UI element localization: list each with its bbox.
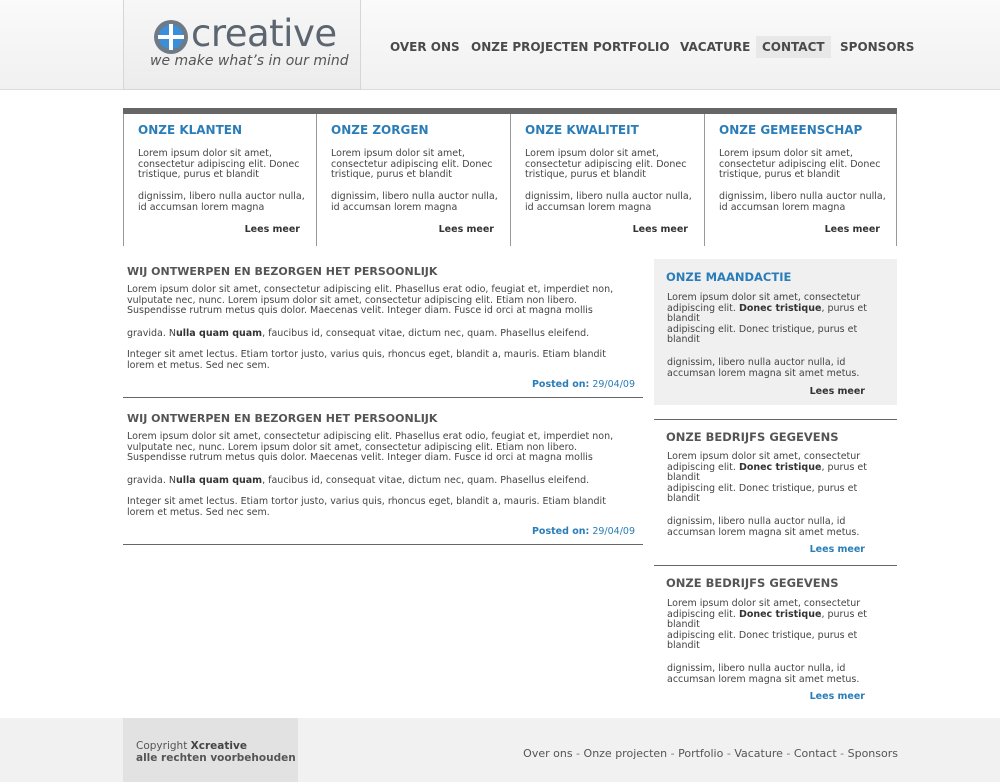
sidebar-title: ONZE MAANDACTIE [666,270,792,284]
nav-vacature[interactable]: VACATURE [680,40,751,54]
article [123,410,643,542]
feature-text: Lorem ipsum dolor sit amet, consectetur adipiscing elit. Donec tristique, purus et blandit [138,148,300,180]
sidebar-text: dignissim, libero nulla auctor nulla, id accumsan lorem magna sit amet metus. [667,357,860,379]
footer-link-portfolio[interactable]: Portfolio [678,747,724,760]
footer [0,718,1000,782]
sidebar-text: Lorem ipsum dolor sit amet, consectetur adipiscing elit. Donec tristique, purus et blandit adipiscing elit. Donec tristique, purus et blandit [667,598,867,652]
nav-contact[interactable]: CONTACT [756,36,831,58]
feature-box-zorgen [317,114,511,246]
article-paragraph: Lorem ipsum dolor sit amet, consectetur adipiscing elit. Phasellus erat odio, feugiat et, imperdiet non, vulputate nec, nunc. Lorem ipsum dolor sit amet, consectetur adipiscing elit. Etiam non libero. Suspendisse rutrum metus quis dolor. Maecenas velit. Integer diam. Fusce id orci at magna mollis [127,431,614,464]
sidebar-text: Lorem ipsum dolor sit amet, consectetur adipiscing elit. Donec tristique, purus et blandit adipiscing elit. Donec tristique, purus et blandit [667,292,867,346]
feature-title: ONZE GEMEENSCHAP [719,123,863,137]
logo-cross-icon [154,20,188,54]
sidebar-box-bedrijfsgegevens-2 [654,566,897,711]
read-more-link[interactable]: Lees meer [824,224,880,235]
feature-box-gemeenschap [705,114,897,246]
article-paragraph: Lorem ipsum dolor sit amet, consectetur adipiscing elit. Phasellus erat odio, feugiat et, imperdiet non, vulputate nec, nunc. Lorem ipsum dolor sit amet, consectetur adipiscing elit. Etiam non libero. Suspendisse rutrum metus quis dolor. Maecenas velit. Integer diam. Fusce id orci at magna mollis [127,284,614,317]
feature-text: Lorem ipsum dolor sit amet, consectetur adipiscing elit. Donec tristique, purus et blandit [331,148,493,180]
sidebar-box-bedrijfsgegevens [654,420,897,565]
footer-copyright [123,718,298,782]
sidebar-title: ONZE BEDRIJFS GEGEVENS [666,576,839,590]
article [123,263,643,395]
article-paragraph: Integer sit amet lectus. Etiam tortor justo, varius quis, rhoncus eget, blandit a, mauris. Etiam blandit lorem et metus. Sed nec sem. [127,349,606,371]
posted-date: Posted on: 29/04/09 [531,379,635,390]
feature-text: dignissim, libero nulla auctor nulla, id accumsan lorem magna [719,191,886,213]
read-more-link[interactable]: Lees meer [438,224,494,235]
feature-text: Lorem ipsum dolor sit amet, consectetur adipiscing elit. Donec tristique, purus et blandit [525,148,687,180]
feature-text: dignissim, libero nulla auctor nulla, id accumsan lorem magna [331,191,498,213]
footer-link-over-ons[interactable]: Over ons [523,747,573,760]
footer-link-sponsors[interactable]: Sponsors [847,747,898,760]
feature-box-klanten [123,114,317,246]
sidebar-box-maandactie [654,259,897,405]
article-divider [123,544,643,545]
article-paragraph: Integer sit amet lectus. Etiam tortor justo, varius quis, rhoncus eget, blandit a, mauris. Etiam blandit lorem et metus. Sed nec sem. [127,496,606,518]
nav-sponsors[interactable]: SPONSORS [840,40,915,54]
nav-portfolio[interactable]: PORTFOLIO [593,40,670,54]
feature-box-kwaliteit [511,114,705,246]
nav-onze-projecten[interactable]: ONZE PROJECTEN [471,40,589,54]
sidebar-text: dignissim, libero nulla auctor nulla, id accumsan lorem magna sit amet metus. [667,663,860,685]
footer-nav: Over ons - Onze projecten - Portfolio - Vacature - Contact - Sponsors [523,747,898,760]
article-paragraph: gravida. Nulla quam quam, faucibus id, consequat vitae, dictum nec, quam. Phasellus eleifend. [127,328,590,339]
read-more-link[interactable]: Lees meer [632,224,688,235]
footer-link-onze-projecten[interactable]: Onze projecten [583,747,668,760]
sidebar-title: ONZE BEDRIJFS GEGEVENS [666,430,839,444]
rights-text: alle rechten voorbehouden [136,752,296,764]
feature-title: ONZE ZORGEN [331,123,429,137]
article-title: WIJ ONTWERPEN EN BEZORGEN HET PERSOONLIJK [127,412,438,425]
footer-link-vacature[interactable]: Vacature [734,747,783,760]
logo[interactable] [123,0,361,90]
sidebar-text: dignissim, libero nulla auctor nulla, id accumsan lorem magna sit amet metus. [667,516,860,538]
read-more-link[interactable]: Lees meer [809,544,865,555]
logo-name: creative [191,12,337,55]
feature-text: dignissim, libero nulla auctor nulla, id accumsan lorem magna [138,191,305,213]
sidebar-text: Lorem ipsum dolor sit amet, consectetur adipiscing elit. Donec tristique, purus et blandit adipiscing elit. Donec tristique, purus et blandit [667,451,867,505]
feature-title: ONZE KLANTEN [138,123,243,137]
article-title: WIJ ONTWERPEN EN BEZORGEN HET PERSOONLIJK [127,265,438,278]
logo-tagline: we make what’s in our mind [150,53,349,69]
read-more-link[interactable]: Lees meer [809,691,865,702]
posted-date: Posted on: 29/04/09 [531,526,635,537]
article-paragraph: gravida. Nulla quam quam, faucibus id, consequat vitae, dictum nec, quam. Phasellus eleifend. [127,475,590,486]
feature-title: ONZE KWALITEIT [525,123,639,137]
nav-over-ons[interactable]: OVER ONS [390,40,460,54]
copyright-text: Copyright Xcreative [136,740,247,752]
footer-link-contact[interactable]: Contact [793,747,837,760]
article-divider [123,397,643,398]
read-more-link[interactable]: Lees meer [244,224,300,235]
feature-text: dignissim, libero nulla auctor nulla, id accumsan lorem magna [525,191,692,213]
feature-text: Lorem ipsum dolor sit amet, consectetur adipiscing elit. Donec tristique, purus et blandit [719,148,881,180]
read-more-link[interactable]: Lees meer [809,386,865,397]
